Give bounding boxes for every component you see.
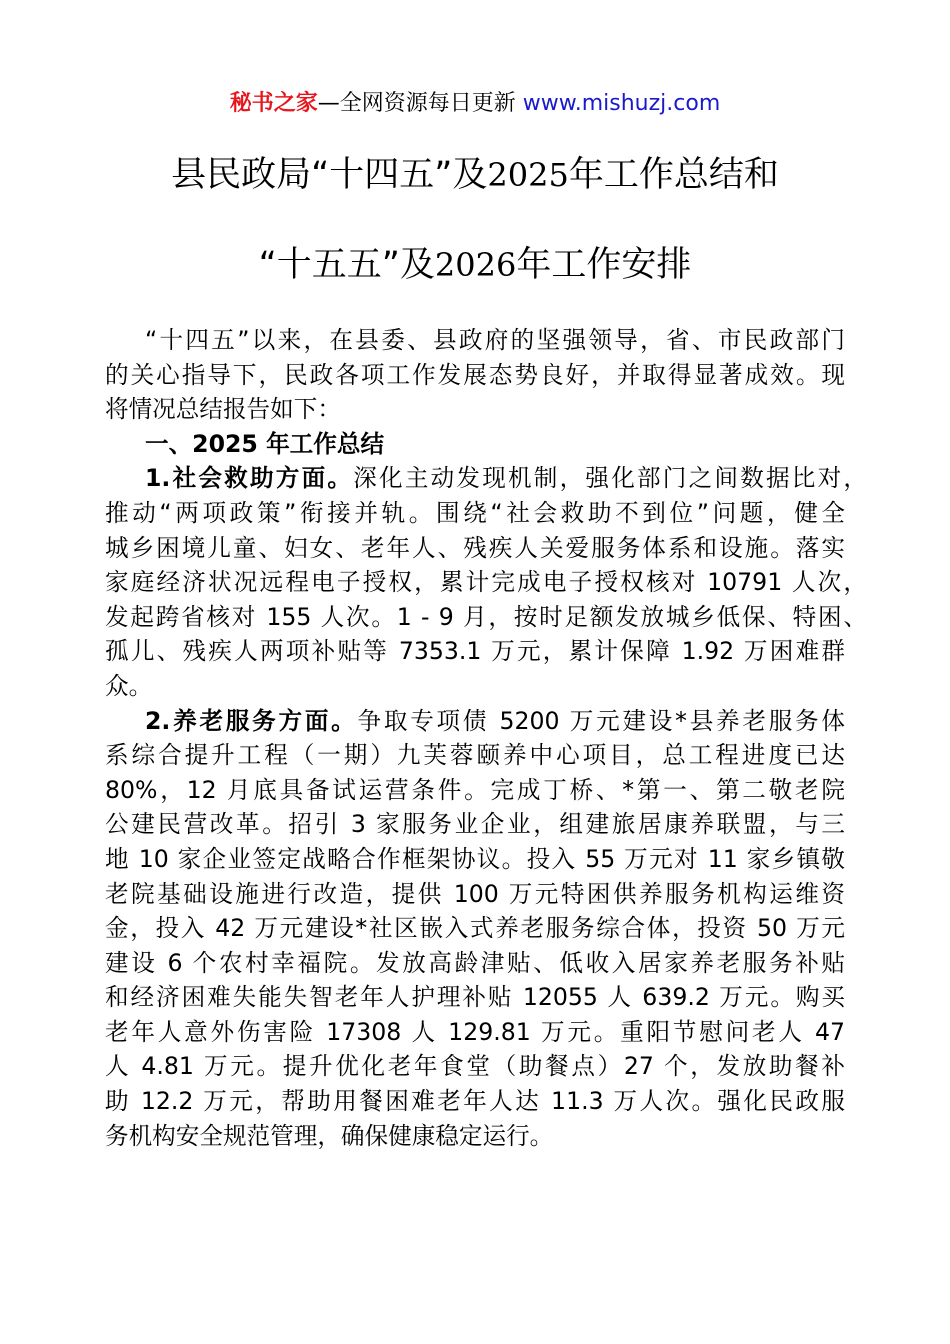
title-year: 2025 bbox=[487, 156, 569, 194]
text-line: 推动“两项政策”衔接并轨。围绕“社会救助不到位”问题，健全 bbox=[105, 498, 845, 527]
text-line: 的关心指导下，民政各项工作发展态势良好，并取得显著成效。现 bbox=[105, 360, 845, 389]
text-line bbox=[105, 461, 867, 496]
text-line: 家庭经济状况远程电子授权，累计完成电子授权核对 10791 人次， bbox=[105, 568, 867, 597]
text-run: 争取专项债 5200 万元建设*县养老服务体 bbox=[357, 706, 845, 735]
document-title-line-2 bbox=[0, 243, 950, 287]
text-line: 公建民营改革。招引 3 家服务业企业，组建旅居康养联盟，与三 bbox=[105, 810, 845, 839]
text-line: 发起跨省核对 155 人次。1 - 9 月，按时足额发放城乡低保、特困、 bbox=[105, 602, 867, 631]
text-line: 城乡困境儿童、妇女、老年人、残疾人关爱服务体系和设施。落实 bbox=[105, 533, 845, 562]
item2-paragraph bbox=[105, 704, 845, 1154]
text-line: 老年人意外伤害险 17308 人 129.81 万元。重阳节慰问老人 47 bbox=[105, 1017, 845, 1046]
section-heading-text: 一、2025 年工作总结 bbox=[145, 429, 385, 458]
text-line: 和经济困难失能失智老年人护理补贴 12055 人 639.2 万元。购买 bbox=[105, 983, 845, 1012]
title-year: 2026 bbox=[434, 246, 517, 284]
site-url-link[interactable]: www.mishuzj.com bbox=[522, 91, 721, 116]
text-line: 孤儿、残疾人两项补贴等 7353.1 万元，累计保障 1.92 万困难群 bbox=[105, 637, 845, 666]
text-line: 系综合提升工程（一期）九芙蓉颐养中心项目，总工程进度已达 bbox=[105, 741, 845, 770]
brand-name: 秘书之家 bbox=[229, 91, 318, 116]
item1-paragraph bbox=[105, 461, 868, 703]
text-line: 金，投入 42 万元建设*社区嵌入式养老服务综合体，投资 50 万元 bbox=[105, 914, 845, 943]
text-line: 80%，12 月底具备试运营条件。完成丁桥、*第一、第二敬老院 bbox=[105, 775, 845, 804]
text-line: 众。 bbox=[105, 671, 153, 700]
item-lead: 2.养老服务方面。 bbox=[145, 706, 358, 735]
text-run: 深化主动发现机制，强化部门之间数据比对， bbox=[353, 464, 868, 493]
text-line: 人 4.81 万元。提升优化老年食堂（助餐点）27 个，发放助餐补 bbox=[105, 1052, 845, 1081]
banner-slogan: —全网资源每日更新 bbox=[317, 91, 523, 116]
text-line: 助 12.2 万元，帮助用餐困难老年人达 11.3 万人次。强化民政服 bbox=[105, 1087, 845, 1116]
text-line bbox=[105, 704, 845, 739]
text-line: 老院基础设施进行改造，提供 100 万元特困供养服务机构运维资 bbox=[105, 879, 845, 908]
document-title-line-1 bbox=[0, 153, 950, 197]
text-line: “十四五”以来，在县委、县政府的坚强领导，省、市民政部门 bbox=[145, 326, 845, 354]
site-banner bbox=[0, 89, 950, 119]
section-heading bbox=[105, 427, 845, 462]
title-text: “十五五”及 bbox=[258, 245, 435, 285]
text-line: 地 10 家企业签定战略合作框架协议。投入 55 万元对 11 家乡镇敬 bbox=[105, 844, 845, 873]
title-text: 年工作总结和 bbox=[568, 155, 779, 195]
title-text: 年工作安排 bbox=[516, 245, 692, 285]
title-text: 县民政局“十四五”及 bbox=[171, 155, 488, 195]
item-lead: 1.社会救助方面。 bbox=[145, 464, 354, 493]
text-line: 将情况总结报告如下： bbox=[105, 395, 341, 424]
document-body bbox=[105, 323, 868, 1153]
intro-paragraph bbox=[105, 323, 845, 427]
text-line: 务机构安全规范管理，确保健康稳定运行。 bbox=[105, 1121, 554, 1150]
text-line: 建设 6 个农村幸福院。发放高龄津贴、低收入居家养老服务补贴 bbox=[105, 948, 845, 977]
